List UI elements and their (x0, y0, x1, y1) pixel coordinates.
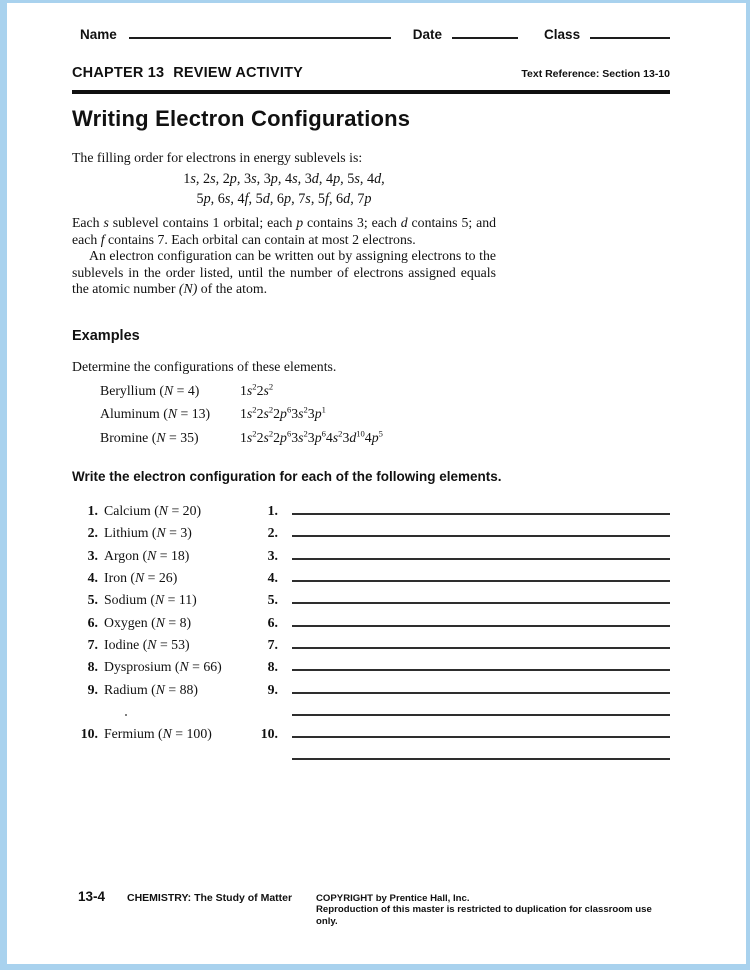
example-configuration: $1s^22s^2$ (240, 381, 274, 398)
question-label: Argon (N = 18) (104, 547, 190, 563)
answer-line (292, 589, 670, 604)
answer-number: 6. (267, 614, 278, 630)
footer-book-title: CHEMISTRY: The Study of Matter (127, 891, 293, 904)
filling-order (72, 171, 496, 208)
copyright-line-1: COPYRIGHT by Prentice Hall, Inc. (316, 892, 470, 904)
answer-line (292, 545, 670, 560)
examples-lead: Determine the configurations of these elements. (72, 358, 337, 374)
class-blank-line (590, 25, 670, 39)
question-number: 9. (87, 681, 98, 697)
scan-artifact-dot (125, 714, 127, 716)
section-divider-rule (72, 90, 670, 94)
text-reference: Text Reference: Section 13-10 (521, 68, 670, 80)
answer-number: 9. (267, 681, 278, 697)
intro-lead: The filling order for electrons in energy sublevels is: (72, 150, 363, 165)
question-number: 6. (87, 614, 98, 630)
example-rows (72, 383, 670, 453)
question-row (72, 634, 670, 650)
question (72, 592, 258, 608)
question-row (72, 723, 670, 742)
question (72, 525, 258, 541)
question-label: Calcium (N = 20) (104, 503, 202, 519)
question-label: Dysprosium (N = 66) (104, 659, 222, 675)
question-row (72, 545, 670, 561)
exercise-instruction: Write the electron configuration for each of the following elements. (72, 469, 502, 485)
answer-number: 7. (267, 636, 278, 652)
example-row (72, 383, 670, 406)
question-label: Radium (N = 88) (104, 681, 199, 697)
question-number: 3. (87, 547, 98, 563)
student-info-row (72, 25, 670, 42)
answer-line (292, 723, 670, 738)
footer-copyright (316, 893, 670, 928)
answer-line (292, 612, 670, 627)
answer-number: 2. (267, 525, 278, 541)
question-list (72, 500, 670, 761)
answer-line (292, 679, 670, 694)
answer-number: 10. (260, 726, 278, 742)
example-configuration: $1s^22s^22p^63s^23p^1$ (240, 404, 326, 422)
answer-number: 4. (267, 570, 278, 586)
answer-line (292, 500, 670, 515)
intro-paragraphs (72, 215, 496, 298)
answer-line (292, 745, 670, 760)
footer-page-number: 13-4 (78, 888, 106, 904)
question-label: Iron (N = 26) (104, 570, 178, 586)
question-label: Oxygen (N = 8) (104, 614, 192, 630)
example-element: Bromine (N = 35) (100, 429, 199, 445)
question-number: 8. (87, 659, 98, 675)
intro-paragraph-2: An electron configuration can be written out by assigning electrons to the sublevels in the order listed, until the number of electrons assigned equals the atomic number (N) of the atom. (72, 248, 496, 297)
page-content (72, 3, 670, 768)
answer-number: 3. (267, 547, 278, 563)
question (72, 615, 258, 631)
name-blank-line (129, 25, 391, 39)
answer-line (292, 522, 670, 537)
question (72, 503, 258, 519)
example-element: Beryllium (N = 4) (100, 382, 200, 398)
question-row (72, 612, 670, 628)
question (72, 682, 258, 698)
answer-line (292, 567, 670, 582)
question-number: 7. (87, 636, 98, 652)
question-label: Fermium (N = 100) (104, 726, 212, 742)
question-label: Sodium (N = 11) (104, 592, 197, 608)
chapter-number: CHAPTER 13 (72, 65, 165, 81)
question-row (72, 522, 670, 541)
examples-heading: Examples (72, 327, 140, 344)
example-row (72, 406, 670, 429)
question (72, 637, 258, 653)
question-label: Lithium (N = 3) (104, 525, 192, 541)
date-blank-line (452, 25, 518, 39)
intro-paragraph-1: Each s sublevel contains 1 orbital; each p contains 3; each d contains 5; and each f contains 7. Each orbital can contain at most 2 electrons. (72, 215, 496, 247)
question (72, 726, 258, 742)
question (72, 548, 258, 564)
question-label: Iodine (N = 53) (104, 636, 190, 652)
question-number: 10. (80, 726, 98, 742)
name-label: Name (80, 27, 117, 42)
example-element: Aluminum (N = 13) (100, 406, 211, 422)
question (72, 659, 258, 675)
answer-line (292, 634, 670, 649)
question-row (72, 567, 670, 586)
class-label: Class (544, 27, 581, 42)
question (72, 570, 258, 586)
chapter-heading (72, 65, 303, 81)
question-row (72, 656, 670, 675)
answer-number: 8. (267, 659, 278, 675)
example-row (72, 430, 670, 453)
question-row (72, 589, 670, 608)
question-row (72, 679, 670, 695)
question-number: 2. (87, 525, 98, 541)
answer-number: 1. (267, 503, 278, 519)
filling-order-line-1: 1s, 2s, 2p, 3s, 3p, 4s, 3d, 4p, 5s, 4d, (183, 171, 385, 187)
example-configuration: $1s^22s^22p^63s^23p^64s^23d^{10}4p^5$ (240, 428, 383, 445)
question-number: 1. (87, 503, 98, 519)
filling-order-line-2: 5p, 6s, 4f, 5d, 6p, 7s, 5f, 6d, 7p (196, 191, 372, 207)
activity-label: REVIEW ACTIVITY (173, 65, 303, 81)
question-number: 4. (87, 570, 98, 586)
page-title: Writing Electron Configurations (72, 106, 411, 131)
continuation-row (72, 701, 670, 717)
answer-number: 5. (267, 592, 278, 608)
chapter-heading-row (72, 65, 670, 81)
worksheet-page (7, 3, 746, 964)
copyright-line-2: Reproduction of this master is restricted to duplication for classroom use only. (316, 904, 652, 928)
date-label: Date (412, 27, 443, 42)
question-number: 5. (87, 592, 98, 608)
answer-line (292, 656, 670, 671)
page-footer (72, 889, 670, 928)
answer-line (292, 701, 670, 716)
question-row (72, 500, 670, 519)
continuation-row (72, 745, 670, 761)
